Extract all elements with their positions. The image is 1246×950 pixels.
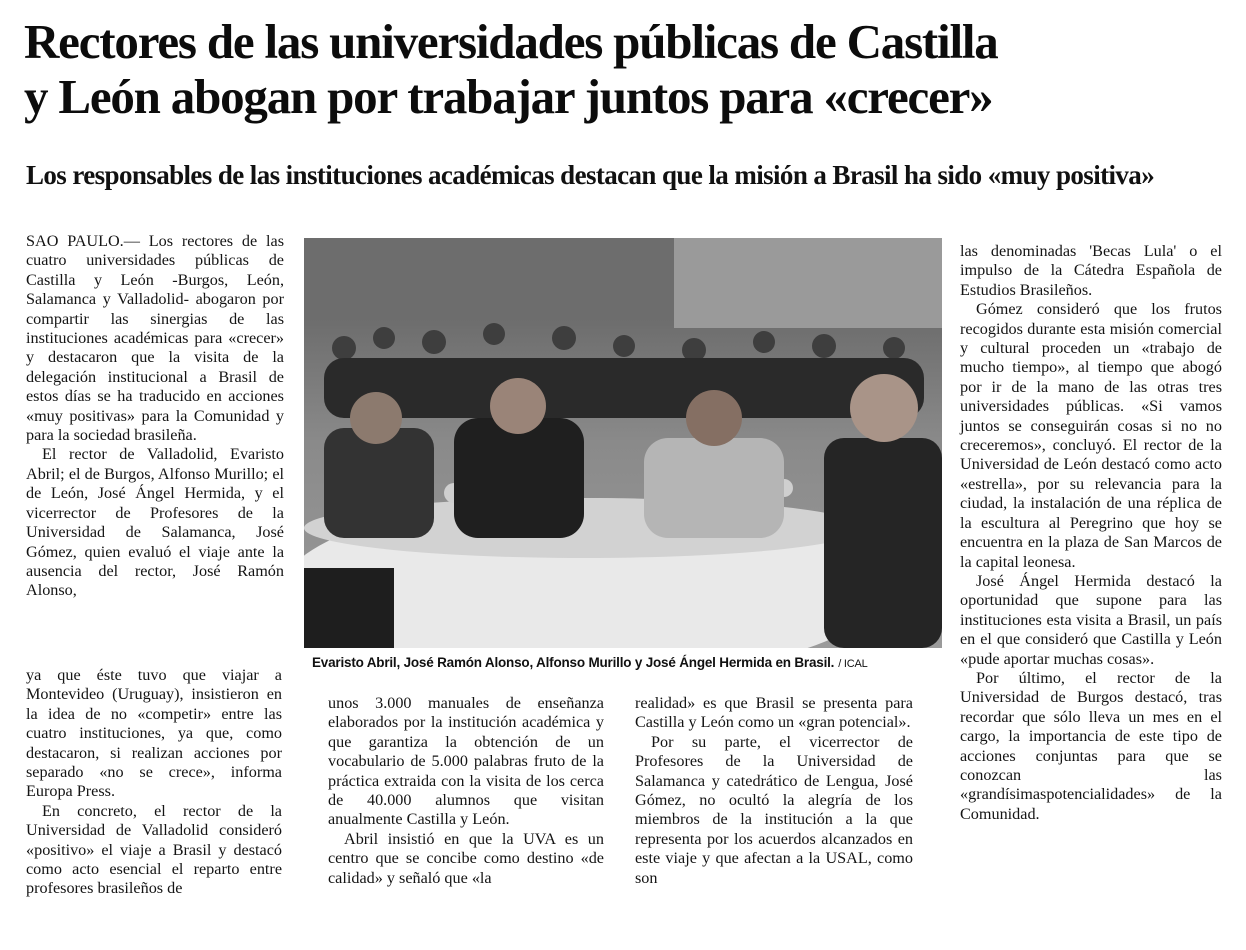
paragraph-6: Gómez consideró que los frutos recogidos durante esta misión comercial y cultural proceden un «trabajo de mucho tiempo», al tiempo que abogó por ir de la mano de las otras tres universidades públicas. «Si vamos juntos se conseguirán cosas si no no creceremos», concluyó. El rector de la Universidad de León destacó como acto «estrella», por su relevancia para la ciudad, la instalación de una réplica de la escultura al Peregrino que hoy se encuentra en la plaza de San Marcos de la capital leonesa. [960, 300, 1222, 571]
conference-photo-illustration [304, 238, 942, 648]
subheadline: Los responsables de las instituciones académicas destacan que la misión a Brasil ha sido «muy positiva» [26, 160, 1155, 190]
paragraph-1: SAO PAULO.— Los rectores de las cuatro universidades públicas de Castilla y León -Burgos, León, Salamanca y Valladolid- abogaron por compartir las sinergias de las instituciones académicas para «crecer» y destacaron que la visita de la delegación institucional a Brasil de estos días se ha traducido en acciones «muy positivas» para la Comunidad y para la sociedad brasileña. [26, 232, 284, 445]
paragraph-2: El rector de Valladolid, Evaristo Abril; el de Burgos, Alfonso Murillo; el de León, José Ángel Hermida, y el vicerrector de Profesores de la Universidad de Salamanca, José Gómez, quien evaluó el viaje ante la ausencia del rector, José Ramón Alonso, [26, 445, 284, 600]
column-1-top [26, 232, 284, 601]
paragraph-5: Por su parte, el vicerrector de Profesores de la Universidad de Salamanca y catedrático de Lengua, José Gómez, no ocultó la alegría de los miembros de la institución a la que representa por los acuerdos alcanzados en este viaje y que afectan a la USAL, como son [635, 732, 913, 887]
caption-text: Evaristo Abril, José Ramón Alonso, Alfonso Murillo y José Ángel Hermida en Brasil. [312, 655, 835, 670]
paragraph-5-continued: las denominadas 'Becas Lula' o el impulso de la Cátedra Española de Estudios Brasileños. [960, 242, 1222, 299]
column-2 [328, 694, 604, 888]
column-1-bottom [26, 666, 282, 899]
paragraph-7: José Ángel Hermida destacó la oportunidad que supone para las instituciones esta visita a Brasil, un país en el que consideró que Castilla y León «pude aportar muchas cosas». [960, 571, 1222, 668]
article-photo [304, 238, 942, 648]
headline-line-1: Rectores de las universidades públicas de Castilla [24, 14, 998, 69]
paragraph-4-continued: realidad» es que Brasil se presenta para Castilla y León como un «gran potencial». [635, 694, 913, 732]
paragraph-4: Abril insistió en que la UVA es un centro que se concibe como destino «de calidad» y señaló que «la [328, 829, 604, 887]
photo-caption [312, 654, 952, 673]
paragraph-2-continued: ya que éste tuvo que viajar a Montevideo (Uruguay), insistieron en la idea de no «competir» entre las cuatro instituciones, ya que, como destacaron, si realizan acciones por separado «no se crece», informa Europa Press. [26, 666, 282, 801]
headline-line-2: y León abogan por trabajar juntos para «crecer» [24, 69, 993, 124]
headline [24, 14, 1224, 124]
column-3 [635, 694, 913, 888]
paragraph-3-continued: unos 3.000 manuales de enseñanza elaborados por la institución académica y que garantiza la obtención de un vocabulario de 5.000 palabras fruto de la práctica extraida con la visita de los cerca de 40.000 alumnos que visitan anualmente Castilla y León. [328, 694, 604, 829]
paragraph-3: En concreto, el rector de la Universidad de Valladolid consideró «positivo» el viaje a Brasil y destacó como acto esencial el reparto entre profesores brasileños de [26, 801, 282, 898]
column-4 [960, 242, 1222, 824]
paragraph-8: Por último, el rector de la Universidad de Burgos destacó, tras recordar que sólo lleva un mes en el cargo, la importancia de este tipo de acciones conjuntas para que se conozcan las «grandísimaspotencialidades» de la Comunidad. [960, 668, 1222, 823]
photo-credit: / ICAL [838, 658, 868, 670]
